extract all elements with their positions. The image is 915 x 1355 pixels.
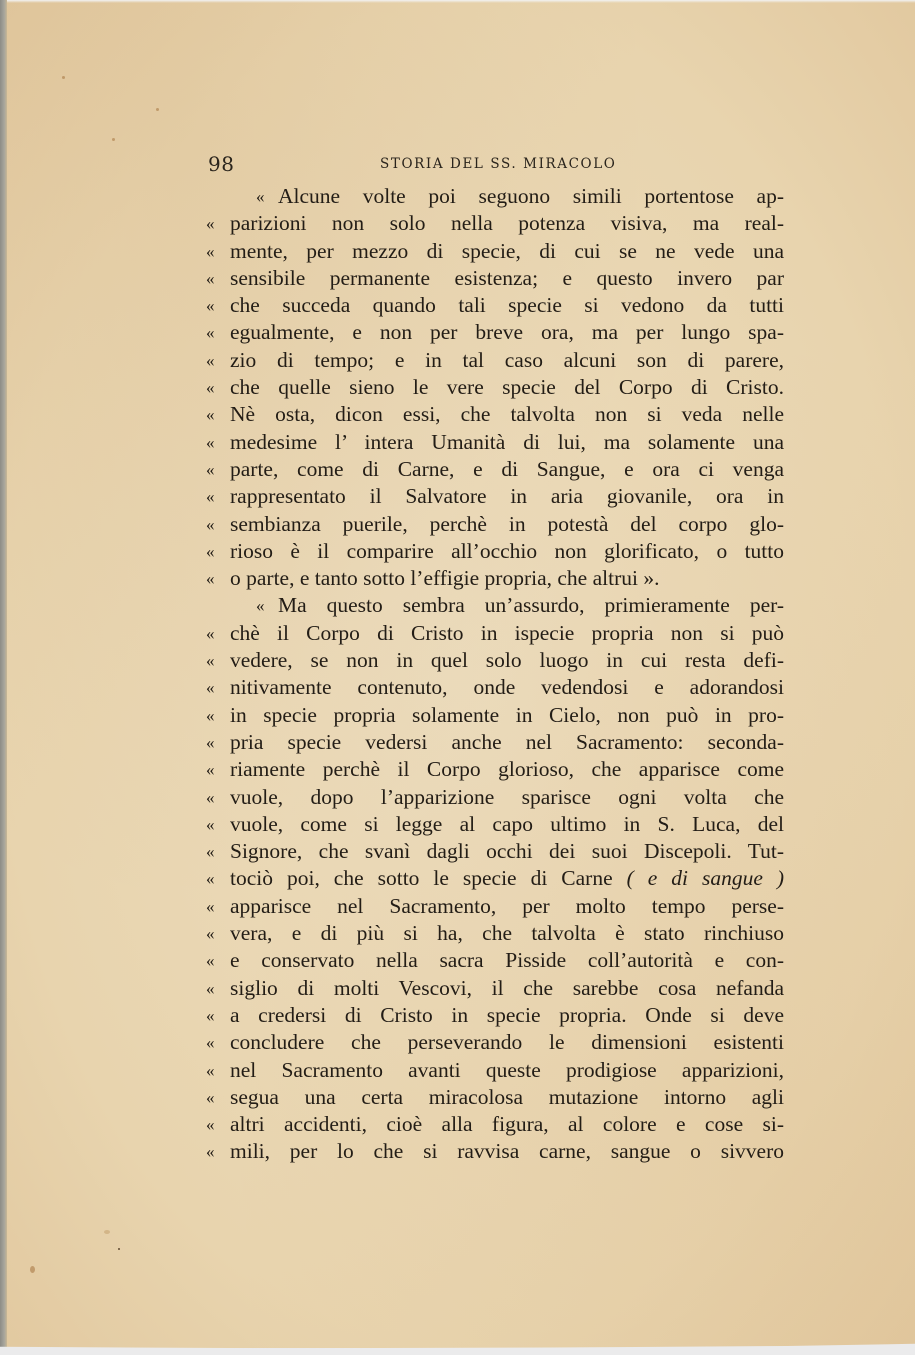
- text-line: [206, 838, 784, 865]
- italic-text: ( e di sangue ): [612, 866, 785, 891]
- text-line: [206, 319, 784, 346]
- text-line: [206, 483, 784, 510]
- line-text: segua una certa miracolosa mutazione intorno agli: [230, 1084, 784, 1109]
- quote-mark: «: [206, 541, 215, 561]
- quote-mark: «: [206, 432, 215, 452]
- text-line: [206, 865, 784, 892]
- line-text: e conservato nella sacra Pisside coll’autorità e con-: [230, 948, 784, 973]
- line-text: o parte, e tanto sotto l’effigie propria, che altrui ».: [230, 566, 660, 591]
- text-line: [206, 1029, 784, 1056]
- quote-mark: «: [256, 596, 265, 616]
- text-line: [206, 893, 784, 920]
- line-text: Alcune volte poi seguono simili portentose ap-: [278, 184, 784, 208]
- foxing-spot: [156, 108, 159, 111]
- quote-mark: «: [206, 651, 215, 671]
- running-head: [208, 152, 782, 176]
- foxing-spot: [112, 138, 115, 141]
- line-text: vera, e di più si ha, che talvolta è stato rinchiuso: [230, 921, 784, 946]
- quote-mark: «: [206, 1033, 215, 1053]
- text-line: [206, 401, 784, 428]
- page-number: 98: [208, 152, 235, 176]
- quote-mark: «: [206, 487, 215, 507]
- line-text: mili, per lo che si ravvisa carne, sangue o sivvero: [230, 1139, 784, 1164]
- text-line: [206, 374, 784, 401]
- line-text: pria specie vedersi anche nel Sacramento: seconda-: [230, 729, 784, 754]
- quote-mark: «: [206, 732, 215, 752]
- text-line: [206, 347, 784, 374]
- quote-mark: «: [206, 1142, 215, 1162]
- quote-mark: «: [206, 678, 215, 698]
- line-text: concludere che perseverando le dimensioni esistenti: [230, 1030, 784, 1055]
- quote-mark: «: [206, 814, 215, 834]
- quote-mark: «: [206, 1087, 215, 1107]
- foxing-spot: [62, 76, 65, 79]
- text-line: [206, 1002, 784, 1029]
- quote-mark: «: [206, 405, 215, 425]
- quote-mark: «: [206, 569, 215, 589]
- text-line: [206, 1111, 784, 1138]
- foxing-spot: [118, 1248, 120, 1250]
- quote-mark: «: [206, 514, 215, 534]
- foxing-spot: [30, 1266, 35, 1273]
- text-line: [206, 756, 784, 783]
- line-text: vuole, come si legge al capo ultimo in S. Luca, del: [230, 811, 784, 836]
- line-text: che succeda quando tali specie si vedono da tutti: [230, 293, 784, 318]
- line-text: Ma questo sembra un’assurdo, primieramente per-: [278, 593, 784, 618]
- line-text: Nè osta, dicon essi, che talvolta non si veda nelle: [230, 402, 784, 427]
- text-line: [206, 538, 784, 565]
- line-text: rappresentato il Salvatore in aria giovanile, ora in: [230, 484, 784, 509]
- quote-mark: «: [206, 214, 215, 234]
- line-text: rioso è il comparire all’occhio non glorificato, o tutto: [230, 538, 784, 563]
- text-line: [206, 784, 784, 811]
- text-line: [206, 265, 784, 292]
- line-text: in specie propria solamente in Cielo, non può in pro-: [230, 702, 784, 727]
- text-line: [206, 811, 784, 838]
- quote-mark: «: [206, 241, 215, 261]
- line-text: parizioni non solo nella potenza visiva, ma real-: [230, 211, 784, 236]
- line-text: che quelle sieno le vere specie del Corpo di Cristo.: [230, 375, 784, 400]
- text-line: [206, 456, 784, 483]
- quote-mark: «: [206, 787, 215, 807]
- quote-mark: «: [206, 760, 215, 780]
- line-text: egualmente, e non per breve ora, ma per lungo spa-: [230, 320, 784, 345]
- page-left-edge: [0, 0, 7, 1355]
- text-line: [206, 729, 784, 756]
- body-text: [206, 183, 784, 1166]
- line-text: mente, per mezzo di specie, di cui se ne vede una: [230, 238, 784, 263]
- line-text: zio di tempo; e in tal caso alcuni son di parere,: [230, 347, 784, 372]
- quote-mark: «: [206, 951, 215, 971]
- line-text: apparisce nel Sacramento, per molto tempo perse-: [230, 893, 784, 918]
- quote-mark: «: [206, 1005, 215, 1025]
- quote-mark: «: [206, 1060, 215, 1080]
- quote-mark: «: [206, 705, 215, 725]
- text-line: [206, 238, 784, 265]
- text-line: [206, 975, 784, 1002]
- quote-mark: «: [206, 268, 215, 288]
- foxing-spot: [104, 1230, 110, 1234]
- line-text: a credersi di Cristo in specie propria. Onde si deve: [230, 1002, 784, 1027]
- quote-mark: «: [206, 869, 215, 889]
- text-line: [206, 947, 784, 974]
- text-line: [206, 183, 784, 210]
- line-text: vuole, dopo l’apparizione sparisce ogni volta che: [230, 784, 784, 809]
- text-line: [206, 674, 784, 701]
- line-text: nitivamente contenuto, onde vedendosi e adorandosi: [230, 675, 784, 700]
- text-line: [206, 565, 784, 592]
- line-text: nel Sacramento avanti queste prodigiose apparizioni,: [230, 1057, 784, 1082]
- line-text: altri accidenti, cioè alla figura, al colore e cose si-: [230, 1112, 784, 1137]
- quote-mark: «: [256, 187, 265, 206]
- page-top-edge: [7, 0, 915, 3]
- quote-mark: «: [206, 1115, 215, 1135]
- text-line: [206, 592, 784, 619]
- line-text: Signore, che svanì dagli occhi dei suoi Discepoli. Tut-: [230, 839, 784, 864]
- quote-mark: «: [206, 842, 215, 862]
- line-text: sembianza puerile, perchè in potestà del corpo glo-: [230, 511, 784, 536]
- text-line: [206, 702, 784, 729]
- text-line: [206, 429, 784, 456]
- line-text: sensibile permanente esistenza; e questo invero par: [230, 265, 784, 290]
- line-text: chè il Corpo di Cristo in ispecie propria non si può: [230, 620, 784, 645]
- line-text: parte, come di Carne, e di Sangue, e ora ci venga: [230, 456, 784, 481]
- line-text: siglio di molti Vescovi, il che sarebbe cosa nefanda: [230, 975, 784, 1000]
- text-line: [206, 1057, 784, 1084]
- text-line: [206, 920, 784, 947]
- line-text: vedere, se non in quel solo luogo in cui resta defi-: [230, 648, 784, 673]
- running-title: STORIA DEL SS. MIRACOLO: [380, 156, 617, 172]
- quote-mark: «: [206, 896, 215, 916]
- text-line: [206, 210, 784, 237]
- quote-mark: «: [206, 323, 215, 343]
- text-line: [206, 511, 784, 538]
- text-line: [206, 647, 784, 674]
- quote-mark: «: [206, 459, 215, 479]
- text-line: [206, 1138, 784, 1165]
- text-line: [206, 1084, 784, 1111]
- text-line: [206, 620, 784, 647]
- line-text: tociò poi, che sotto le specie di Carne ( e di sangue ): [230, 866, 785, 891]
- quote-mark: «: [206, 924, 215, 944]
- quote-mark: «: [206, 350, 215, 370]
- line-text: medesime l’ intera Umanità di lui, ma solamente una: [230, 429, 784, 454]
- page-bottom-edge: [0, 1340, 915, 1355]
- text-line: [206, 292, 784, 319]
- quote-mark: «: [206, 296, 215, 316]
- quote-mark: «: [206, 623, 215, 643]
- quote-mark: «: [206, 378, 215, 398]
- line-text: riamente perchè il Corpo glorioso, che apparisce come: [230, 757, 784, 782]
- quote-mark: «: [206, 978, 215, 998]
